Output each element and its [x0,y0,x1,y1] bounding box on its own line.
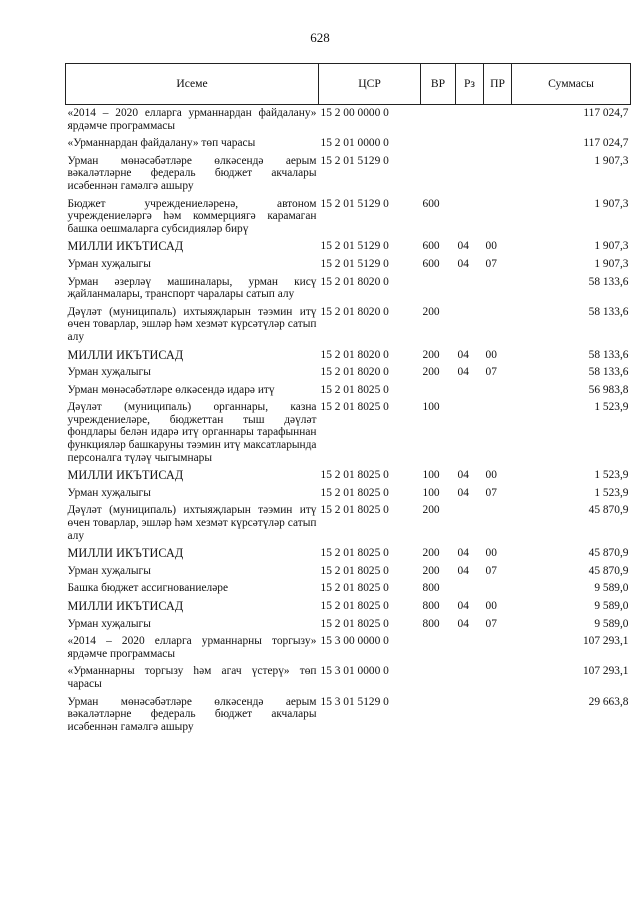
row-vr [421,274,456,304]
row-amount: 117 024,7 [583,137,629,150]
row-csr: 15 2 01 8025 0 [320,469,389,482]
row-name: Урман хуҗалыгы [67,486,151,499]
row-vr [421,694,456,737]
header-rz: Рз [456,64,484,105]
row-pr [484,399,512,467]
table-row [66,598,631,616]
row-csr: 15 2 01 8025 0 [320,617,389,630]
row-csr: 15 2 01 8025 0 [320,547,389,560]
row-amount: 1 523,9 [594,486,629,499]
row-pr [484,304,512,347]
row-name: Урман мөнәсәбәтләре өлкәсендә идарә итү [67,383,275,396]
budget-table [65,63,631,736]
row-amount: 9 589,0 [594,617,629,630]
table-row [66,304,631,347]
row-csr: 15 2 01 8025 0 [320,564,389,577]
row-rz [456,580,484,598]
row-vr [421,663,456,693]
row-pr: 07 [485,486,497,499]
row-pr [484,382,512,400]
row-pr: 00 [485,547,497,560]
row-name: Урман әзерләү машиналары, урман кисү җайланмалары, транспорт чаралары сатып алу [67,275,317,301]
row-rz [456,105,484,136]
row-csr: 15 2 00 0000 0 [320,107,389,119]
row-rz [456,304,484,347]
row-pr: 07 [485,366,497,379]
row-pr: 00 [485,469,497,482]
row-rz [456,502,484,545]
row-rz: 04 [457,547,469,560]
row-name: Бюджет учреждениеләренә, автоном учреждениеләргә һәм коммерциягә карамаган башка оешмаларга субсидияләр бирү [67,197,317,235]
row-name: Дәүләт (муниципаль) ихтыяҗларын тәэмин итү өчен товарлар, эшләр һәм хезмәт күрсәтүләр сатып алу [67,504,317,542]
row-pr: 07 [485,257,497,270]
row-rz [456,196,484,239]
row-rz [456,399,484,467]
row-csr: 15 2 01 8025 0 [320,582,389,595]
row-vr: 600 [422,197,440,210]
row-csr: 15 2 01 8025 0 [320,383,389,396]
row-vr: 200 [422,348,440,361]
row-csr: 15 3 01 5129 0 [320,695,389,708]
row-name: «Урманнарны торгызу һәм агач үстерү» төп чарасы [67,665,317,690]
header-vr: ВР [421,64,456,105]
row-pr [484,502,512,545]
row-csr: 15 2 01 5129 0 [320,257,389,270]
row-csr: 15 2 01 8025 0 [320,401,389,414]
row-amount: 1 907,3 [594,257,629,270]
table-row [66,485,631,503]
row-rz: 04 [457,348,469,361]
row-amount: 9 589,0 [594,600,629,612]
row-vr: 200 [422,564,440,577]
table-row [66,502,631,545]
row-csr: 15 2 01 8025 0 [320,504,389,517]
row-name: Урман хуҗалыгы [67,257,151,270]
row-pr [484,105,512,136]
row-amount: 58 133,6 [588,275,629,288]
header-pr: ПР [484,64,512,105]
row-csr: 15 2 01 8020 0 [320,305,389,318]
row-pr: 00 [485,600,497,612]
table-header-row [66,64,631,105]
table-row [66,563,631,581]
table-row [66,382,631,400]
row-pr [484,694,512,737]
row-csr: 15 2 01 5129 0 [320,197,389,210]
row-rz: 04 [457,564,469,577]
row-csr: 15 3 01 0000 0 [320,665,389,678]
row-pr [484,633,512,663]
row-rz: 04 [457,240,469,253]
row-name: МИЛЛИ ИКЪТИСАД [67,239,184,254]
row-rz: 04 [457,469,469,482]
row-csr: 15 2 01 8025 0 [320,486,389,499]
row-amount: 117 024,7 [583,107,629,119]
row-vr [421,153,456,196]
header-name: Исеме [66,64,319,105]
row-csr: 15 3 00 0000 0 [320,635,389,648]
row-amount: 107 293,1 [582,665,629,678]
table-row [66,364,631,382]
row-rz [456,274,484,304]
row-name: Урман мөнәсәбәтләре өлкәсендә аерым вәкаләтләрне федераль бюджет акчалары исәбеннән гамәлгә ашыру [67,695,317,733]
row-amount: 29 663,8 [588,695,629,708]
table-row [66,105,631,136]
row-vr: 800 [422,582,440,595]
row-csr: 15 2 01 8020 0 [320,366,389,379]
table-row [66,153,631,196]
row-pr: 00 [485,240,497,253]
row-pr: 00 [485,348,497,361]
table-row [66,347,631,365]
table-row [66,196,631,239]
row-rz: 04 [457,257,469,270]
table-row [66,633,631,663]
row-pr: 07 [485,564,497,577]
header-amount: Суммасы [512,64,631,105]
row-pr [484,153,512,196]
row-name: МИЛЛИ ИКЪТИСАД [67,599,184,613]
row-pr [484,196,512,239]
row-name: «Урманнардан файдалану» төп чарасы [67,137,256,150]
table-row [66,545,631,563]
row-rz [456,633,484,663]
row-rz [456,382,484,400]
row-rz: 04 [457,486,469,499]
table-row [66,694,631,737]
row-amount: 56 983,8 [588,383,629,396]
row-name: МИЛЛИ ИКЪТИСАД [67,347,184,362]
row-vr [421,135,456,153]
row-amount: 1 907,3 [594,154,629,167]
table-row [66,580,631,598]
row-rz [456,135,484,153]
row-name: «2014 – 2020 елларга урманнардан файдалану» ярдәмче программасы [67,107,317,132]
row-csr: 15 2 01 8025 0 [320,600,389,612]
row-vr [421,105,456,136]
row-csr: 15 2 01 8020 0 [320,275,389,288]
row-vr [421,633,456,663]
page-number: 628 [310,30,330,45]
row-rz [456,663,484,693]
row-vr: 200 [422,547,440,560]
row-amount: 9 589,0 [594,582,629,595]
row-rz: 04 [457,600,469,612]
table-row [66,616,631,634]
row-pr [484,580,512,598]
row-vr: 100 [422,486,440,499]
row-amount: 1 907,3 [594,197,629,210]
row-amount: 45 870,9 [588,547,629,560]
row-vr: 200 [422,504,440,517]
row-csr: 15 2 01 8020 0 [320,348,389,361]
row-rz [456,694,484,737]
row-vr: 200 [422,366,440,379]
row-pr [484,135,512,153]
row-pr [484,274,512,304]
table-row [66,238,631,256]
row-vr: 800 [422,600,440,612]
row-amount: 58 133,6 [588,366,629,379]
row-amount: 107 293,1 [582,635,629,648]
row-name: «2014 – 2020 елларга урманнарны торгызу» ярдәмче программасы [67,635,317,660]
row-vr: 100 [422,469,440,482]
row-name: Урман хуҗалыгы [67,366,151,379]
table-row [66,274,631,304]
row-name: МИЛЛИ ИКЪТИСАД [67,546,184,561]
header-csr: ЦСР [319,64,421,105]
table-body [66,105,631,737]
row-rz [456,153,484,196]
row-rz: 04 [457,617,469,630]
table-row [66,663,631,693]
row-rz: 04 [457,366,469,379]
row-csr: 15 2 01 0000 0 [320,137,389,150]
table-row [66,135,631,153]
row-amount: 45 870,9 [588,564,629,577]
row-pr: 07 [485,617,497,630]
row-vr [421,382,456,400]
row-amount: 58 133,6 [588,348,629,361]
row-amount: 1 523,9 [594,469,629,482]
row-name: Урман хуҗалыгы [67,617,151,630]
row-name: Башка бюджет ассигнованиеләре [67,582,229,595]
row-pr [484,663,512,693]
table-row [66,467,631,485]
row-vr: 600 [422,240,440,253]
row-vr: 600 [422,257,440,270]
row-amount: 45 870,9 [588,504,629,517]
row-name: Дәүләт (муниципаль) органнары, казна учреждениеләре, бюджеттан тыш дәүләт фондлары белән идарә итү органнары тарафыннан функцияләр башкаруны тәэмин итү максатларында персоналга түләү чыгымнары [67,401,317,464]
row-name: Урман мөнәсәбәтләре өлкәсендә аерым вәкаләтләрне федераль бюджет акчалары исәбеннән гамәлгә ашыру [67,154,317,192]
table-row [66,399,631,467]
row-name: Дәүләт (муниципаль) ихтыяҗларын тәэмин итү өчен товарлар, эшләр һәм хезмәт күрсәтүләр сатып алу [67,305,317,343]
table-row [66,256,631,274]
row-vr: 800 [422,617,440,630]
row-csr: 15 2 01 5129 0 [320,240,389,253]
row-csr: 15 2 01 5129 0 [320,154,389,167]
row-name: МИЛЛИ ИКЪТИСАД [67,468,184,483]
row-vr: 100 [422,401,440,414]
row-name: Урман хуҗалыгы [67,564,151,577]
row-amount: 1 907,3 [594,240,629,253]
row-amount: 1 523,9 [594,401,629,414]
row-vr: 200 [422,305,440,318]
row-amount: 58 133,6 [588,305,629,318]
